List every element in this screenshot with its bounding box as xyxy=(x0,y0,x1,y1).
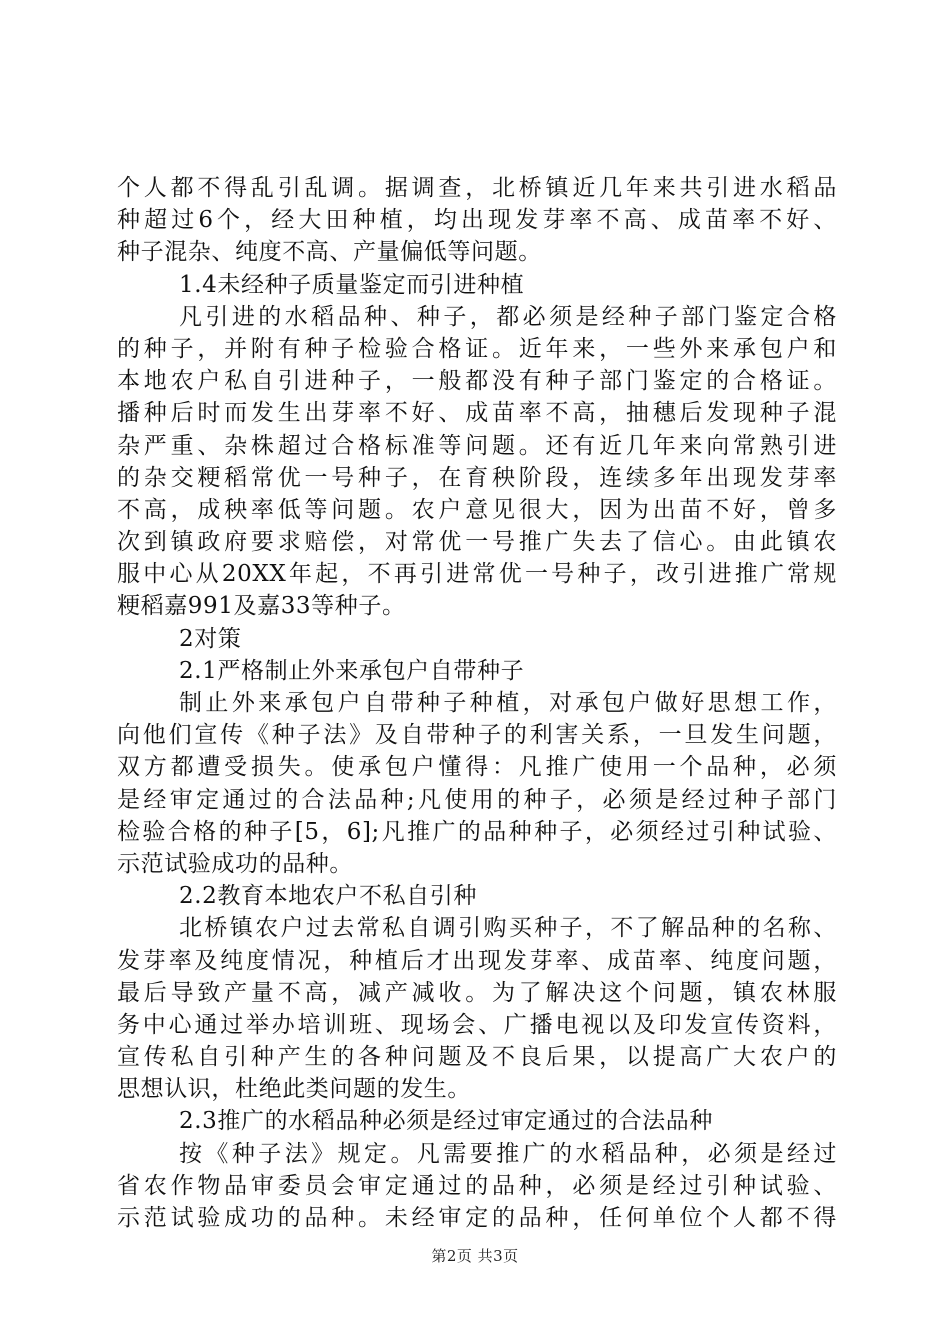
paragraph-line: 示范试验成功的品种。 xyxy=(117,850,353,877)
page-footer: 第2页 共3页 xyxy=(431,1247,519,1265)
paragraph-line: 个人都不得乱引乱调。据调查，北桥镇近几年来共引进水稻品 xyxy=(117,175,837,201)
paragraph-line: 宣传私自引种产生的各种问题及不良后果，以提高广大农户的 xyxy=(117,1044,837,1071)
paragraph-line: 播种后时而发生出芽率不好、成苗率不高，抽穗后发现种子混 xyxy=(117,400,837,427)
document-body xyxy=(117,172,837,1234)
section-heading: 1.4未经种子质量鉴定而引进种植 xyxy=(179,271,525,298)
section-heading: 2对策 xyxy=(179,625,242,652)
paragraph-line: 种子混杂、纯度不高、产量偏低等问题。 xyxy=(117,239,542,266)
paragraph-line: 的种子，并附有种子检验合格证。近年来，一些外来承包户和 xyxy=(117,335,837,362)
paragraph-line: 务中心通过举办培训班、现场会、广播电视以及印发宣传资料， xyxy=(117,1011,837,1038)
paragraph-line: 种超过6个，经大田种植，均出现发芽率不高、成苗率不好、 xyxy=(117,207,837,234)
paragraph-line: 服中心从20XX年起，不再引进常优一号种子，改引进推广常规 xyxy=(117,561,837,588)
paragraph-line: 按《种子法》规定。凡需要推广的水稻品种，必须是经过 xyxy=(179,1140,837,1167)
section-heading: 2.3推广的水稻品种必须是经过审定通过的合法品种 xyxy=(179,1108,713,1135)
paragraph-line: 示范试验成功的品种。未经审定的品种，任何单位个人都不得 xyxy=(117,1205,837,1231)
paragraph-line: 最后导致产量不高，减产减收。为了解决这个问题，镇农林服 xyxy=(117,979,837,1006)
paragraph-line: 次到镇政府要求赔偿，对常优一号推广失去了信心。由此镇农 xyxy=(117,529,837,556)
paragraph-line: 的杂交粳稻常优一号种子，在育秧阶段，连续多年出现发芽率 xyxy=(117,464,837,491)
paragraph-line: 是经审定通过的合法品种;凡使用的种子，必须是经过种子部门 xyxy=(117,786,837,813)
paragraph-line: 双方都遭受损失。使承包户懂得：凡推广使用一个品种，必须 xyxy=(117,754,837,781)
paragraph-line: 凡引进的水稻品种、种子，都必须是经种子部门鉴定合格 xyxy=(179,303,837,330)
section-heading: 2.1严格制止外来承包户自带种子 xyxy=(179,657,525,684)
paragraph-line: 制止外来承包户自带种子种植，对承包户做好思想工作， xyxy=(179,690,837,716)
paragraph-line: 向他们宣传《种子法》及自带种子的利害关系，一旦发生问题， xyxy=(117,722,837,749)
paragraph-line: 北桥镇农户过去常私自调引购买种子，不了解品种的名称、 xyxy=(179,915,837,942)
paragraph-line: 省农作物品审委员会审定通过的品种，必须是经过引种试验、 xyxy=(117,1172,837,1199)
paragraph-line: 杂严重、杂株超过合格标准等问题。还有近几年来向常熟引进 xyxy=(117,432,837,459)
paragraph-line: 思想认识，杜绝此类问题的发生。 xyxy=(117,1076,471,1103)
paragraph-line: 不高，成秧率低等问题。农户意见很大，因为出苗不好，曾多 xyxy=(117,496,837,523)
paragraph-line: 粳稻嘉991及嘉33等种子。 xyxy=(117,593,406,620)
paragraph-line: 本地农户私自引进种子，一般都没有种子部门鉴定的合格证。 xyxy=(117,368,837,395)
paragraph-line: 发芽率及纯度情况，种植后才出现发芽率、成苗率、纯度问题， xyxy=(117,947,837,974)
paragraph-line: 检验合格的种子[5，6];凡推广的品种种子，必须经过引种试验、 xyxy=(117,818,837,845)
section-heading: 2.2教育本地农户不私自引种 xyxy=(179,883,477,910)
